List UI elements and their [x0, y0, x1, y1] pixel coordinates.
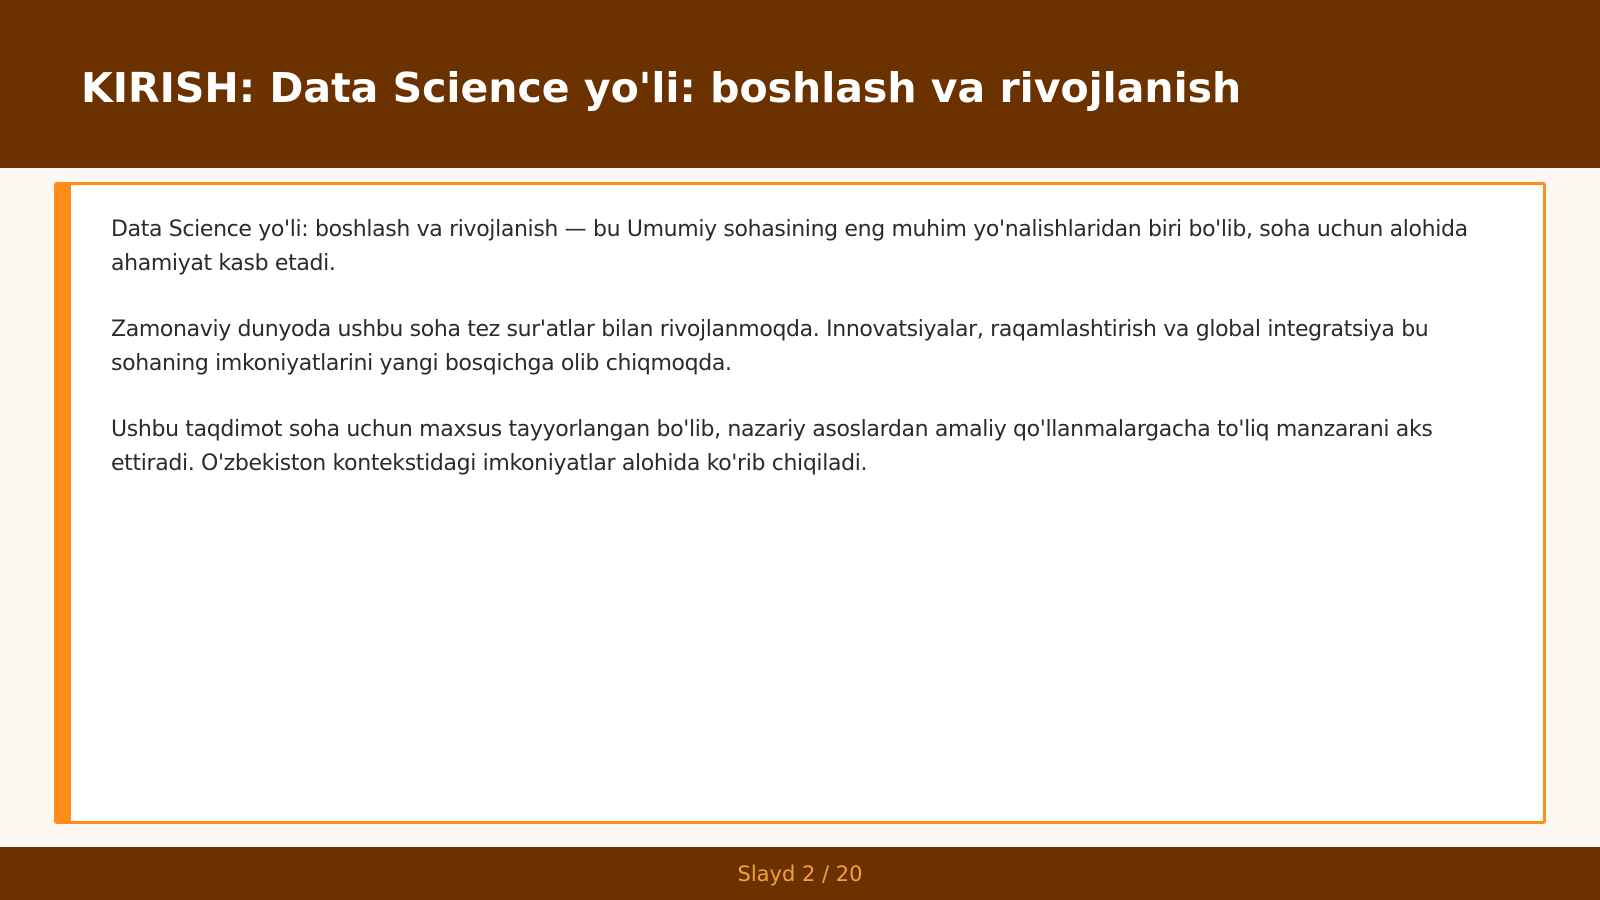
slide-footer	[0, 847, 1600, 900]
paragraph-intro: Data Science yo'li: boshlash va rivojlanish — bu Umumiy sohasining eng muhim yo'nalishlaridan biri bo'lib, soha uchun alohida ahamiyat kasb etadi.	[111, 217, 1468, 276]
slide-counter: Slayd 2 / 20	[737, 862, 863, 886]
paragraph-modern-world: Zamonaviy dunyoda ushbu soha tez sur'atlar bilan rivojlanmoqda. Innovatsiyalar, raqamlashtirish va global integratsiya bu sohaning imkoniyatlarini yangi bosqichga olib chiqmoqda.	[111, 317, 1429, 376]
paragraph-presentation-scope: Ushbu taqdimot soha uchun maxsus tayyorlangan bo'lib, nazariy asoslardan amaliy qo'llanmalargacha to'liq manzarani aks ettiradi. O'zbekiston kontekstidagi imkoniyatlar alohida ko'rib chiqiladi.	[111, 417, 1433, 476]
slide-header	[0, 0, 1600, 168]
slide-title: KIRISH: Data Science yo'li: boshlash va rivojlanish	[81, 64, 1242, 112]
